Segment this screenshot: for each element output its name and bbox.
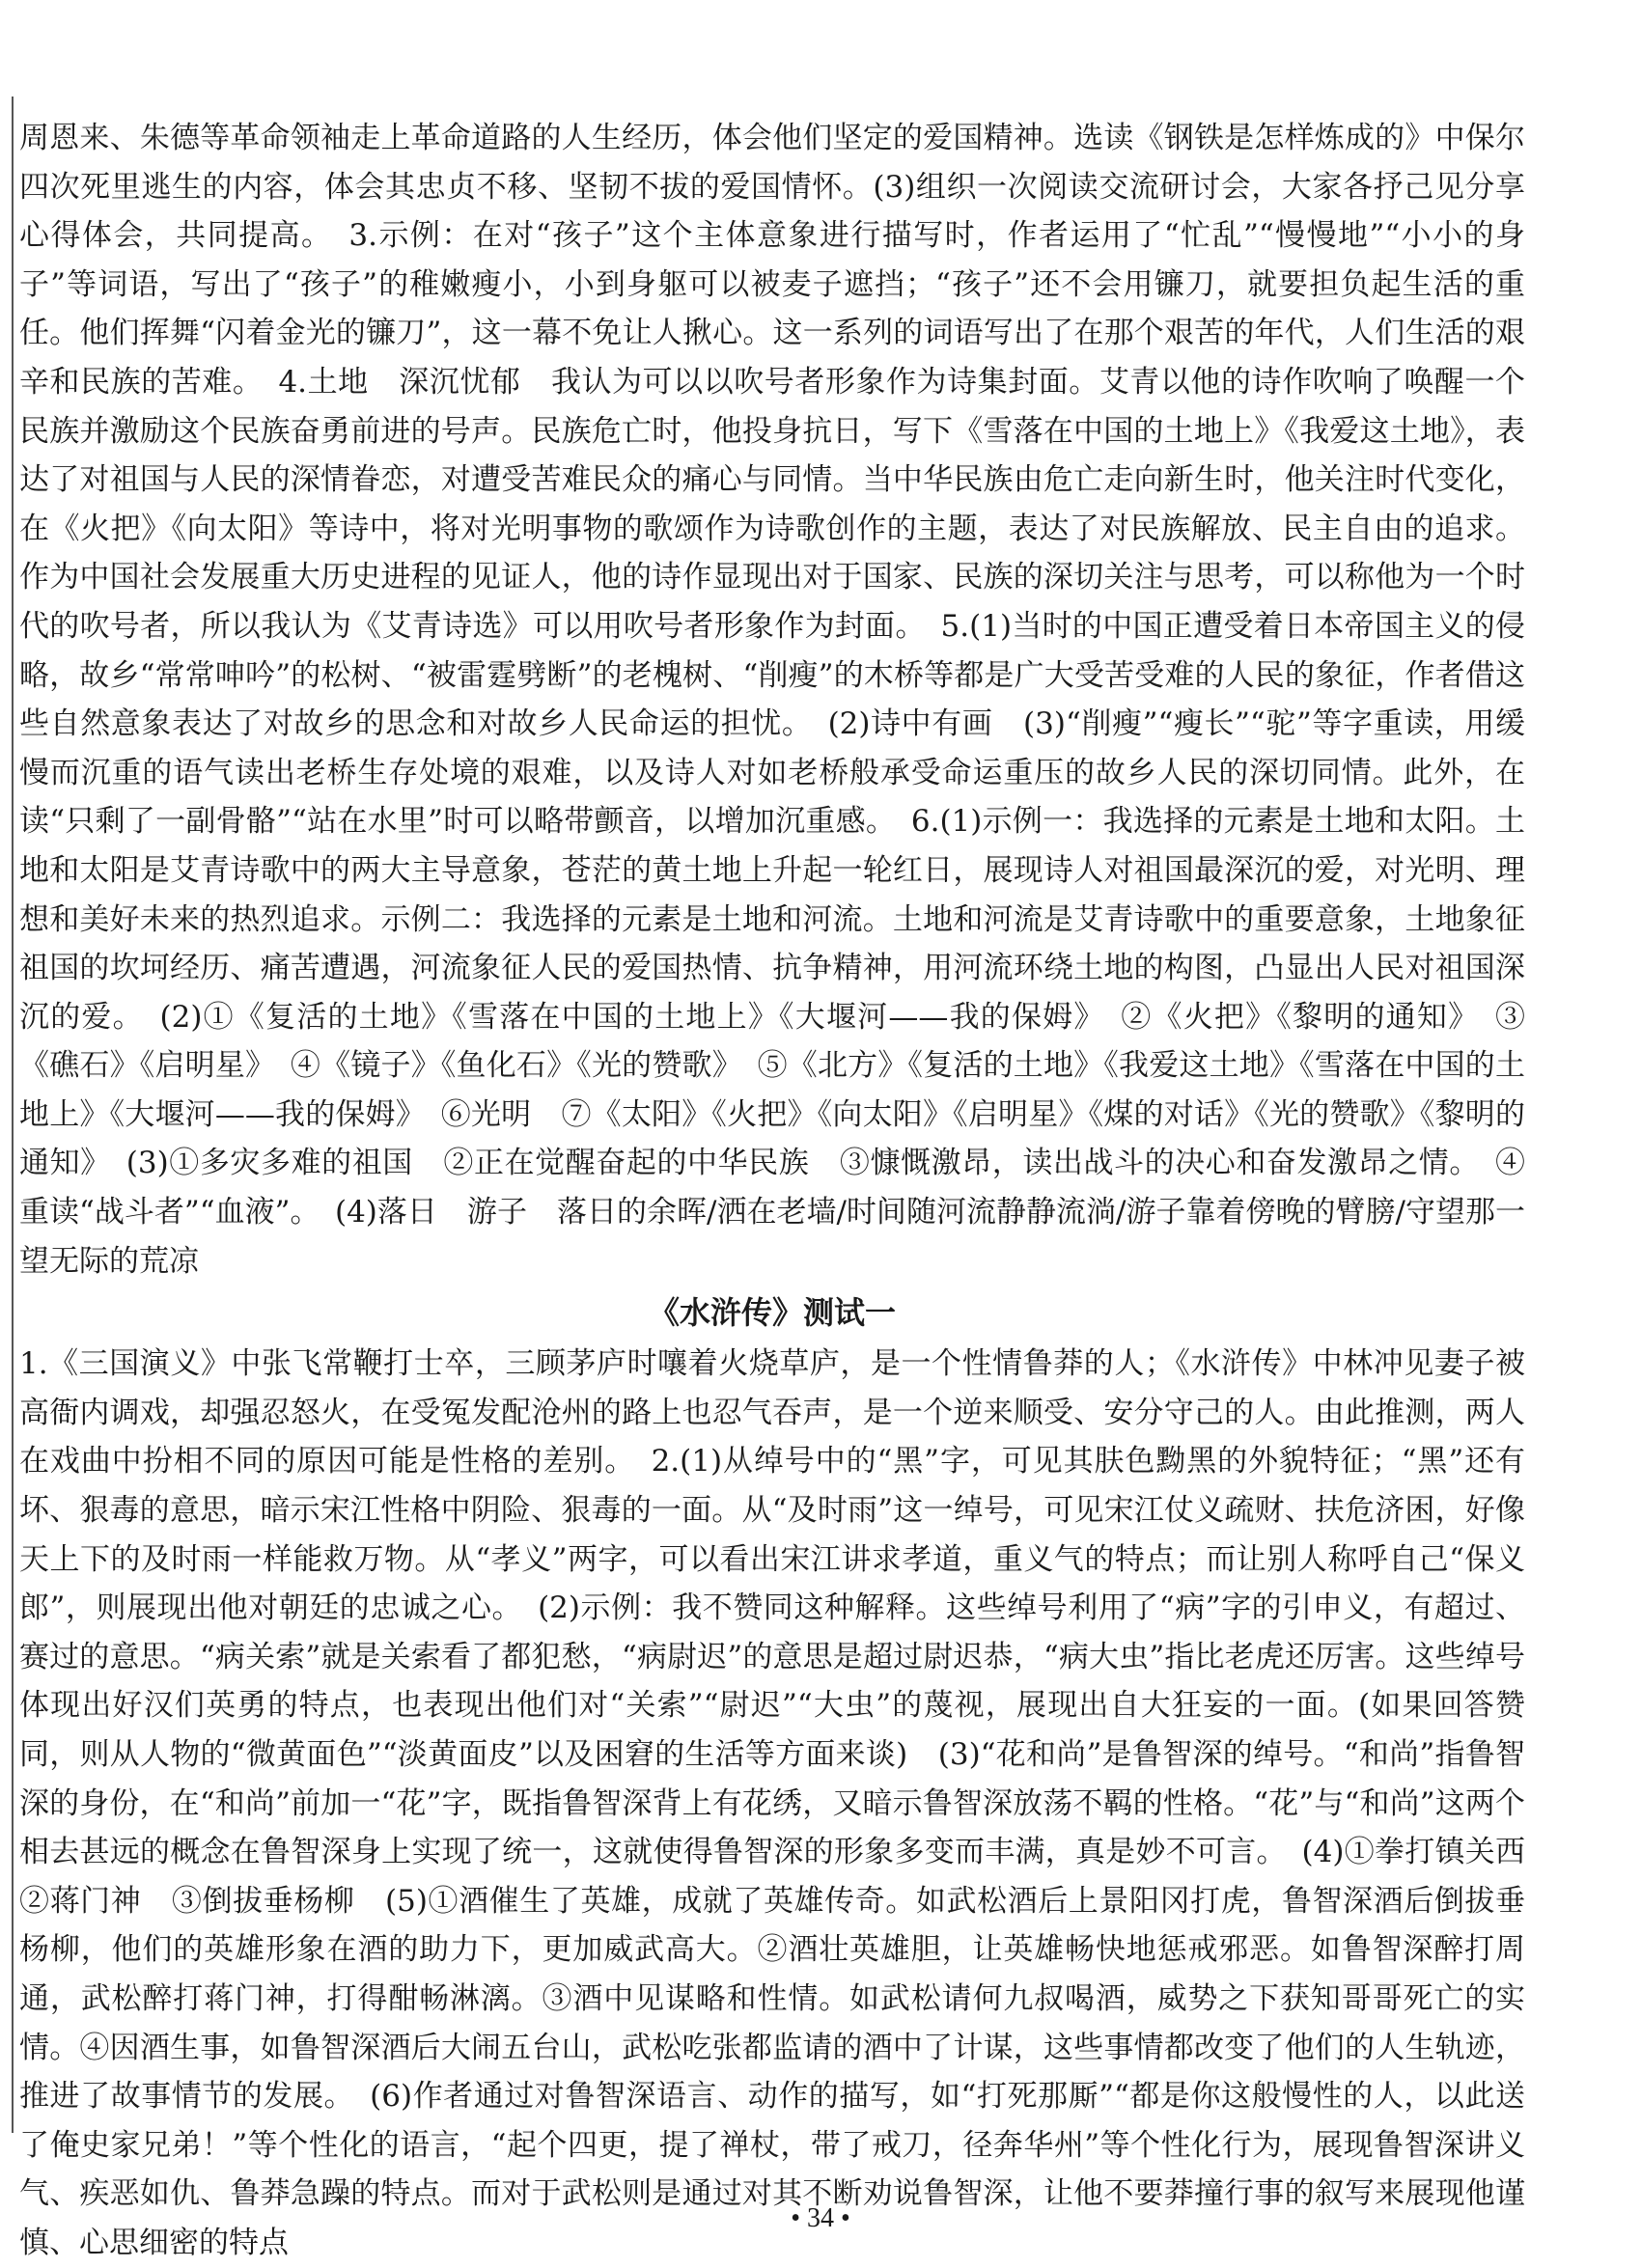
left-margin-rule bbox=[12, 97, 14, 2133]
section-title: 《水浒传》测试一 bbox=[648, 1294, 896, 1332]
answer-paragraph-poetry: 周恩来、朱德等革命领袖走上革命道路的人生经历，体会他们坚定的爱国精神。选读《钢铁是怎样炼成的》中保尔四次死里逃生的内容，体会其忠贞不移、坚韧不拔的爱国情怀。(3)组织一次阅读交流研讨会，大家各抒己见分享心得体会，共同提高。 3.示例：在对“孩子”这个主体意象进行描写时，作者运用了“忙乱”“慢慢地”“小小的身子”等词语，写出了“孩子”的稚嫩瘦小，小到身躯可以被麦子遮挡；“孩子”还不会用镰刀，就要担负起生活的重任。他们挥舞“闪着金光的镰刀”，这一幕不免让人揪心。这一系列的词语写出了在那个艰苦的年代，人们生活的艰辛和民族的苦难。 4.土地 深沉忧郁 我认为可以以吹号者形象作为诗集封面。艾青以他的诗作吹响了唤醒一个民族并激励这个民族奋勇前进的号声。民族危亡时，他投身抗日，写下《雪落在中国的土地上》《我爱这土地》，表达了对祖国与人民的深情眷恋，对遭受苦难民众的痛心与同情。当中华民族由危亡走向新生时，他关注时代变化，在《火把》《向太阳》等诗中，将对光明事物的歌颂作为诗歌创作的主题，表达了对民族解放、民主自由的追求。作为中国社会发展重大历史进程的见证人，他的诗作显现出对于国家、民族的深切关注与思考，可以称他为一个时代的吹号者，所以我认为《艾青诗选》可以用吹号者形象作为封面。 5.(1)当时的中国正遭受着日本帝国主义的侵略，故乡“常常呻吟”的松树、“被雷霆劈断”的老槐树、“削瘦”的木桥等都是广大受苦受难的人民的象征，作者借这些自然意象表达了对故乡的思念和对故乡人民命运的担忧。 (2)诗中有画 (3)“削瘦”“瘦长”“驼”等字重读，用缓慢而沉重的语气读出老桥生存处境的艰难，以及诗人对如老桥般承受命运重压的故乡人民的深切同情。此外，在读“只剩了一副骨骼”“站在水里”时可以略带颤音，以增加沉重感。 6.(1)示例一：我选择的元素是土地和太阳。土地和太阳是艾青诗歌中的两大主导意象，苍茫的黄土地上升起一轮红日，展现诗人对祖国最深沉的爱，对光明、理想和美好未来的热烈追求。示例二：我选择的元素是土地和河流。土地和河流是艾青诗歌中的重要意象，土地象征祖国的坎坷经历、痛苦遭遇，河流象征人民的爱国热情、抗争精神，用河流环绕土地的构图，凸显出人民对祖国深沉的爱。 (2)①《复活的土地》《雪落在中国的土地上》《大堰河——我的保姆》 ②《火把》《黎明的通知》 ③《礁石》《启明星》 ④《镜子》《鱼化石》《光的赞歌》 ⑤《北方》《复活的土地》《我爱这土地》《雪落在中国的土地上》《大堰河——我的保姆》 ⑥光明 ⑦《太阳》《火把》《向太阳》《启明星》《煤的对话》《光的赞歌》《黎明的通知》 (3)①多灾多难的祖国 ②正在觉醒奋起的中华民族 ③慷慨激昂，读出战斗的决心和奋发激昂之情。 ④重读“战斗者”“血液”。 (4)落日 游子 落日的余晖/洒在老墙/时间随河流静静流淌/游子靠着傍晚的臂膀/守望那一望无际的荒凉 bbox=[19, 121, 1525, 1279]
page-body bbox=[19, 114, 1555, 2268]
answer-paragraph-water-margin: 1.《三国演义》中张飞常鞭打士卒，三顾茅庐时嚷着火烧草庐，是一个性情鲁莽的人；《水浒传》中林冲见妻子被高衙内调戏，却强忍怒火，在受冤发配沧州的路上也忍气吞声，是一个逆来顺受、安分守己的人。由此推测，两人在戏曲中扮相不同的原因可能是性格的差别。 2.(1)从绰号中的“黑”字，可见其肤色黝黑的外貌特征；“黑”还有坏、狠毒的意思，暗示宋江性格中阴险、狠毒的一面。从“及时雨”这一绰号，可见宋江仗义疏财、扶危济困，好像天上下的及时雨一样能救万物。从“孝义”两字，可以看出宋江讲求孝道，重义气的特点；而让别人称呼自己“保义郎”，则展现出他对朝廷的忠诚之心。 (2)示例：我不赞同这种解释。这些绰号利用了“病”字的引申义，有超过、赛过的意思。“病关索”就是关索看了都犯愁，“病尉迟”的意思是超过尉迟恭，“病大虫”指比老虎还厉害。这些绰号体现出好汉们英勇的特点，也表现出他们对“关索”“尉迟”“大虫”的蔑视，展现出自大狂妄的一面。(如果回答赞同，则从人物的“微黄面色”“淡黄面皮”以及困窘的生活等方面来谈) (3)“花和尚”是鲁智深的绰号。“和尚”指鲁智深的身份，在“和尚”前加一“花”字，既指鲁智深背上有花绣，又暗示鲁智深放荡不羁的性格。“花”与“和尚”这两个相去甚远的概念在鲁智深身上实现了统一，这就使得鲁智深的形象多变而丰满，真是妙不可言。 (4)①拳打镇关西 ②蒋门神 ③倒拔垂杨柳 (5)①酒催生了英雄，成就了英雄传奇。如武松酒后上景阳冈打虎，鲁智深酒后倒拔垂杨柳，他们的英雄形象在酒的助力下，更加威武高大。②酒壮英雄胆，让英雄畅快地惩戒邪恶。如鲁智深醉打周通，武松醉打蒋门神，打得酣畅淋漓。③酒中见谋略和性情。如武松请何九叔喝酒，威势之下获知哥哥死亡的实情。④因酒生事，如鲁智深酒后大闹五台山，武松吃张都监请的酒中了计谋，这些事情都改变了他们的人生轨迹，推进了故事情节的发展。 (6)作者通过对鲁智深语言、动作的描写，如“打死那厮”“都是你这般慢性的人，以此送了俺史家兄弟！”等个性化的语言，“起个四更，提了禅杖，带了戒刀，径奔华州”等个性化行为，展现鲁智深讲义气、疾恶如仇、鲁莽急躁的特点。而对于武松则是通过对其不断劝说鲁智深，让他不要莽撞行事的叙写来展现他谨慎、心思细密的特点 bbox=[19, 1346, 1555, 2260]
page-number: • 34 • bbox=[791, 2203, 850, 2233]
